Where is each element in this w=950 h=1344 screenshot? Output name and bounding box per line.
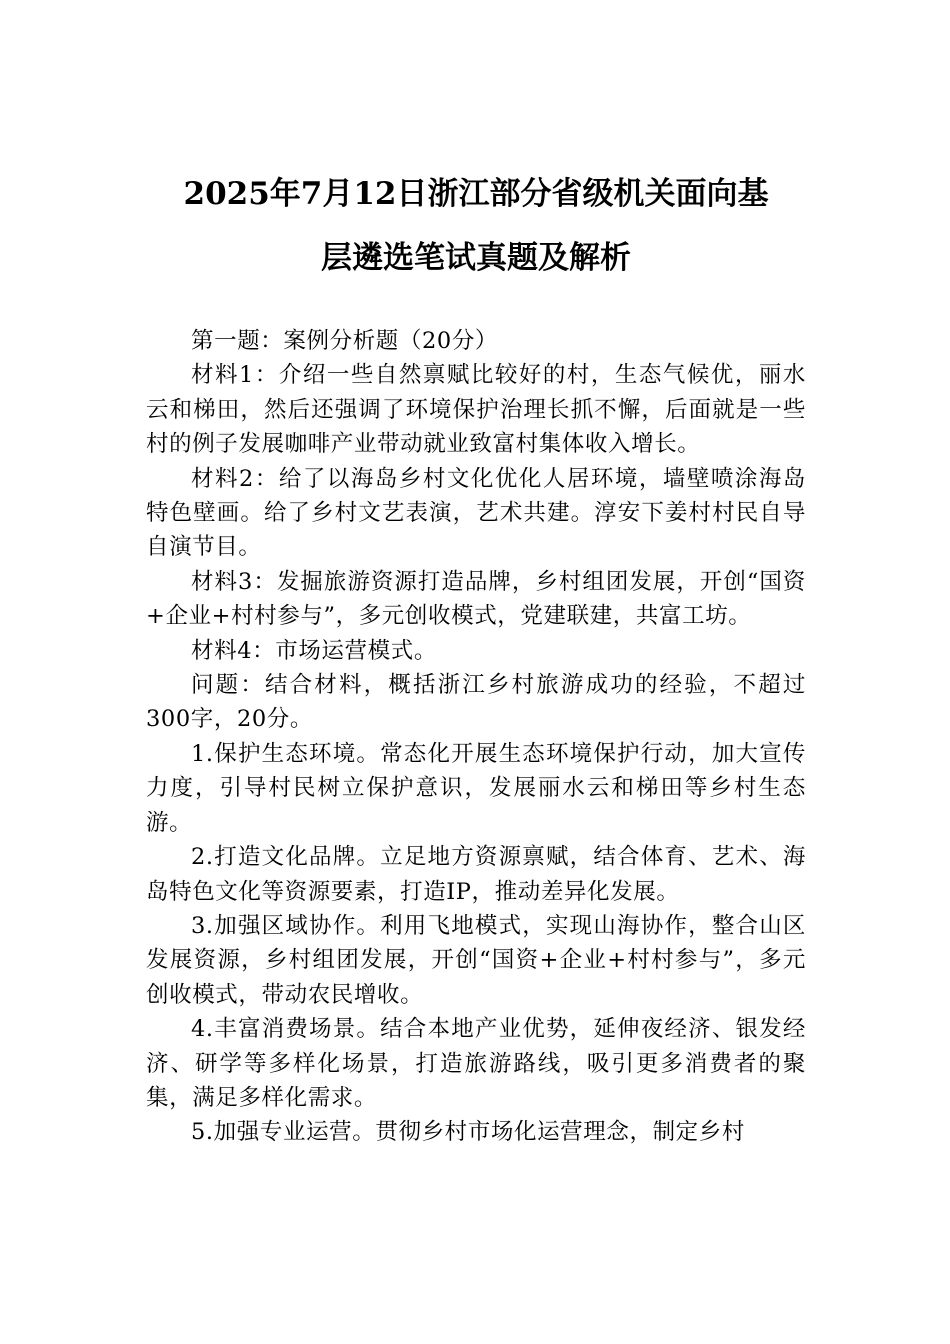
material-2-paragraph: 材料2：给了以海岛乡村文化优化人居环境，墙壁喷涂海岛特色壁画。给了乡村文艺表演，艺术共建。淳安下姜村村民自导自演节目。	[146, 465, 806, 561]
answer-point-3: 3.加强区域协作。利用飞地模式，实现山海协作，整合山区发展资源，乡村组团发展，开创“国资+企业+村村参与”，多元创收模式，带动农民增收。	[146, 912, 806, 1008]
material-4-paragraph: 材料4：市场运营模式。	[191, 637, 437, 664]
material-3-paragraph: 材料3：发掘旅游资源打造品牌，乡村组团发展，开创“国资+企业+村村参与”，多元创收模式，党建联建，共富工坊。	[146, 568, 806, 630]
question-heading: 第一题：案例分析题（20分）	[191, 328, 499, 354]
question-paragraph: 问题：结合材料，概括浙江乡村旅游成功的经验，不超过300字，20分。	[146, 672, 806, 733]
material-1-paragraph: 材料1：介绍一些自然禀赋比较好的村，生态气候优，丽水云和梯田，然后还强调了环境保护治理长抓不懈，后面就是一些村的例子发展咖啡产业带动就业致富村集体收入增长。	[146, 362, 806, 458]
title-line-2: 层遴选笔试真题及解析	[321, 240, 631, 276]
answer-point-1: 1.保护生态环境。常态化开展生态环境保护行动，加大宣传力度，引导村民树立保护意识，发展丽水云和梯田等乡村生态游。	[146, 740, 806, 836]
title-line-1: 2025年7月12日浙江部分省级机关面向基	[183, 176, 769, 212]
answer-point-4: 4.丰富消费场景。结合本地产业优势，延伸夜经济、银发经济、研学等多样化场景，打造旅游路线，吸引更多消费者的聚集，满足多样化需求。	[146, 1016, 806, 1111]
document-body	[146, 324, 806, 1150]
answer-point-5: 5.加强专业运营。贯彻乡村市场化运营理念，制定乡村	[191, 1119, 745, 1146]
document-title	[140, 162, 812, 290]
answer-point-2: 2.打造文化品牌。立足地方资源禀赋，结合体育、艺术、海岛特色文化等资源要素，打造IP，推动差异化发展。	[146, 844, 806, 905]
